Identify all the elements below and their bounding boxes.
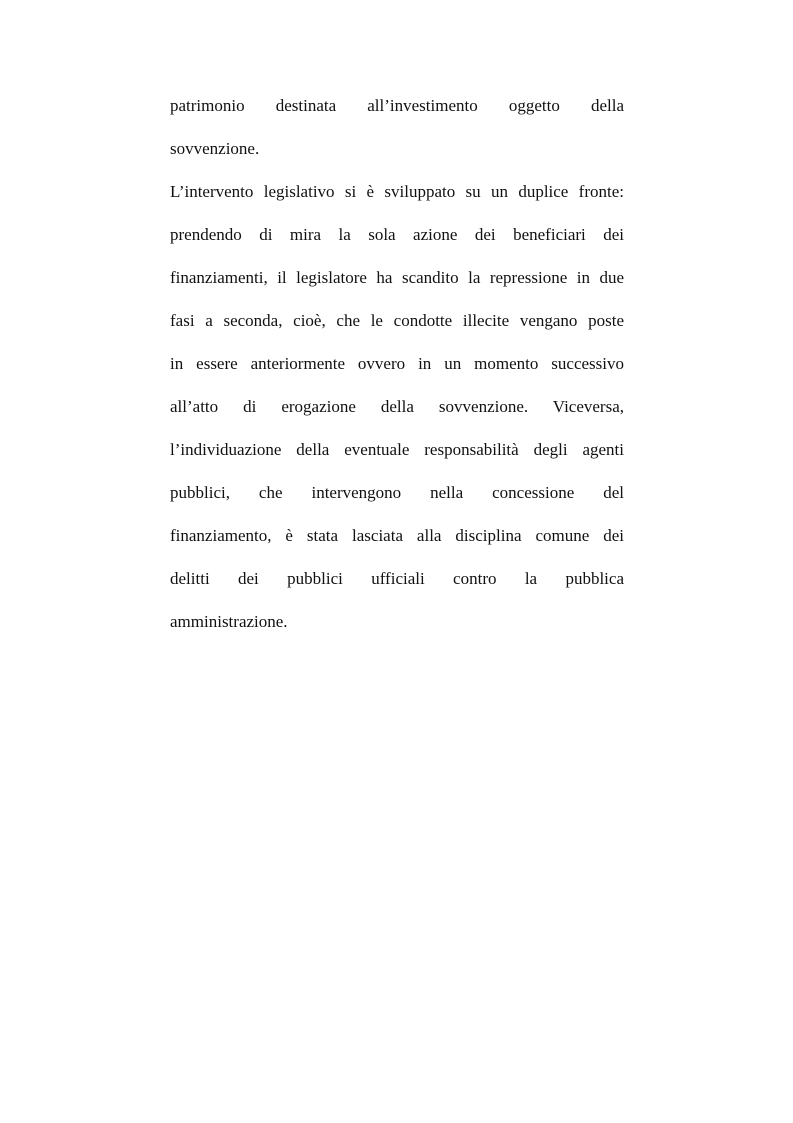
text-line: L’intervento legislativo si è sviluppato su un duplice fronte: (170, 182, 624, 201)
text-line: l’individuazione della eventuale responsabilità degli agenti (170, 440, 624, 459)
text-line: patrimonio destinata all’investimento oggetto della (170, 96, 624, 115)
text-line: finanziamento, è stata lasciata alla disciplina comune dei (170, 526, 624, 545)
text-line: fasi a seconda, cioè, che le condotte illecite vengano poste (170, 311, 624, 330)
text-line: finanziamenti, il legislatore ha scandito la repressione in due (170, 268, 624, 287)
text-line: in essere anteriormente ovvero in un momento successivo (170, 354, 624, 373)
text-line: amministrazione. (170, 612, 288, 631)
text-line: prendendo di mira la sola azione dei beneficiari dei (170, 225, 624, 244)
text-line: all’atto di erogazione della sovvenzione. Viceversa, (170, 397, 624, 416)
text-line: delitti dei pubblici ufficiali contro la pubblica (170, 569, 624, 588)
text-line: pubblici, che intervengono nella concessione del (170, 483, 624, 502)
text-line: sovvenzione. (170, 139, 260, 158)
body-text (170, 88, 624, 647)
